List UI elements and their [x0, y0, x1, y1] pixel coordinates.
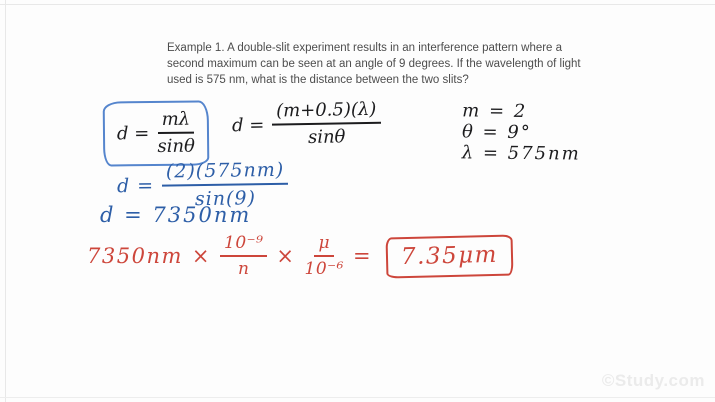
equation-substitution-lhs: d = — [116, 174, 155, 198]
equation-result-nm: d = 7350nm — [100, 203, 252, 227]
known-lambda: λ = 575nm — [461, 142, 581, 165]
known-values — [462, 100, 582, 164]
conversion-fraction-2 — [305, 233, 344, 279]
equation-maxima-fraction — [157, 109, 195, 157]
frame-border-bottom — [0, 397, 715, 398]
fraction-denominator: 10⁻⁶ — [304, 259, 344, 279]
problem-line-3: used is 575 nm, what is the distance between the two slits? — [167, 74, 469, 86]
conversion-start-value: 7350nm — [87, 244, 183, 268]
fraction-numerator: (2)(575nm) — [162, 159, 289, 187]
known-theta: θ = 9° — [461, 121, 532, 144]
problem-line-2: second maximum can be seen at an angle of 9 degrees. If the wavelength of light — [167, 58, 581, 70]
equation-general — [232, 99, 381, 150]
known-m: m = 2 — [462, 100, 528, 123]
unit-conversion-equation — [87, 233, 513, 279]
equation-maxima — [117, 109, 195, 158]
fraction-denominator: n — [237, 259, 250, 279]
equation-general-fraction — [272, 99, 381, 149]
fraction-denominator: sinθ — [157, 135, 196, 157]
multiply-sign: × — [191, 244, 211, 268]
fraction-numerator: μ — [314, 233, 334, 257]
problem-statement — [167, 40, 607, 88]
equation-general-lhs: d = — [231, 114, 265, 136]
fraction-denominator: sinθ — [307, 126, 346, 148]
equation-maxima-box — [103, 100, 209, 166]
fraction-denominator: sin(9) — [194, 187, 257, 211]
frame-border-top — [0, 4, 715, 5]
equation-maxima-lhs: d = — [116, 122, 150, 144]
fraction-numerator: 10⁻⁹ — [220, 233, 267, 257]
fraction-numerator: mλ — [158, 109, 195, 134]
multiply-sign: × — [276, 244, 296, 268]
conversion-fraction-1 — [220, 233, 267, 279]
final-answer-box: 7.35μm — [386, 234, 514, 278]
studycom-watermark: ©Study.com — [601, 371, 705, 390]
fraction-numerator: (m+0.5)(λ) — [272, 99, 381, 126]
problem-line-1: Example 1. A double-slit experiment results in an interference pattern where a — [167, 42, 563, 54]
equals-sign: = — [352, 244, 373, 268]
frame-border-left — [5, 0, 6, 402]
equation-general-row — [232, 99, 381, 150]
